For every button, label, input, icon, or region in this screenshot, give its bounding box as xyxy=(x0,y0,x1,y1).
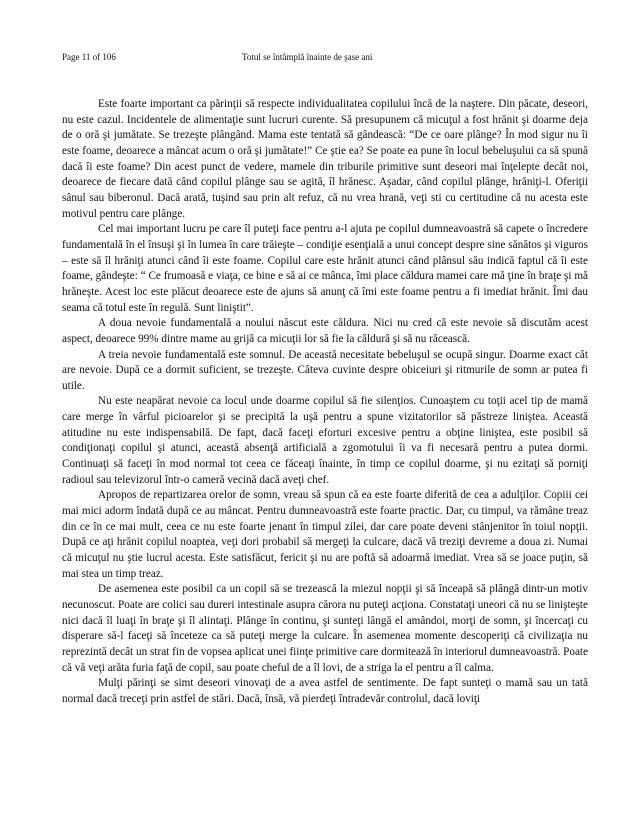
paragraph: Cel mai important lucru pe care îl puteţi face pentru a-l ajuta pe copilul dumneavoastră să capete o încredere fundamentală în el însuşi şi în lumea în care trăieşte – condiţie esenţială a unui concept despre sine sănătos şi viguros – este să îl hrăniţi atunci când îi este foame. Copilul care este hrănit atunci când plânsul său indică faptul că îi este foame, gândeşte: “ Ce frumoasă e viaţa, ce bine e să ai ce mânca, îmi place căldura mamei care mă ţine în braţe şi mă hrăneşte. Acest loc este plăcut deoarece este de ajuns să anunţ că îmi este foame pentru a fi imediat hrănit. Îmi dau seama că totul este în regulă. Sunt liniştit”. xyxy=(62,223,588,314)
body-text xyxy=(62,97,588,708)
paragraph: Apropos de repartizarea orelor de somn, vreau să spun că ea este foarte diferită de cea a adulţilor. Copiii cei mai mici adorm îndată după ce au mâncat. Pentru dumneavoastră este foarte practic. Dar, cu timpul, va rămâne treaz din ce în ce mai mult, ceea ce nu este foarte jenant în timpul zilei, dar care poate deveni stânjenitor în toiul nopţii. După ce aţi hrănit copilul noaptea, veţi dori probabil să mergeţi la culcare, dacă vă treziţi devreme a doua zi. Numai că micuţul nu ştie lucrul acesta. Este satisfăcut, fericit şi nu are poftă să adoarmă imediat. Vrea să se joace puţin, să mai stea un timp treaz. xyxy=(62,489,588,580)
paragraph: Nu este neapărat nevoie ca locul unde doarme copilul să fie silenţios. Cunoaştem cu toţii acel tip de mamă care merge în vârful picioarelor şi se precipită la uşă pentru a spune vizitatorilor să păstreze liniştea. Această atitudine nu este indispensabilă. De fapt, dacă faceţi eforturi excesive pentru a obţine liniştea, este posibil să condiţionaţi copilul şi atunci, această absenţă artificială a zgomotului îi va fi necesară pentru a putea dormi. Continuaţi să faceţi în mod normal tot ceea ce făceaţi înainte, în timp ce copilul doarme, şi nu ezitaţi să porniţi radioul sau televizorul într-o cameră vecină dacă aveţi chef. xyxy=(62,395,588,486)
page-number: Page 11 of 106 xyxy=(62,52,116,62)
page-header xyxy=(62,50,576,64)
paragraph: Este foarte important ca părinţii să respecte individualitatea copilului încă de la naştere. Din păcate, deseori, nu este cazul. Incidentele de alimentaţie sunt lucruri curente. Să presupunem că micuţul a fost hrănit şi doarme deja de o oră şi jumătate. Se trezeşte plângând. Mama este tentată să gândească: “De ce oare plânge? În mod sigur nu îi este foame, deoarece a mâncat acum o oră şi jumătate!” Ce ştie ea? Se poate ea pune în locul bebeluşului ca să spună dacă îi este foame? Din acest punct de vedere, mamele din triburile primitive sunt deseori mai înţelepte decât noi, deoarece de fiecare dată când copilul plânge sau se agită, îl hrănesc. Aşadar, când copilul plânge, hrăniţi-l. Oferiţii sânul sau biberonul. Dacă arată, tuşind sau prin alt refuz, că nu vrea hrană, veţi sti cu certitudine că nu acesta este motivul pentru care plânge. xyxy=(62,98,588,220)
paragraph: A treia nevoie fundamentală este somnul. De această necesitate bebeluşul se ocupă singur. Doarme exact cât are nevoie. După ce a dormit suficient, se trezeşte. Câteva cuvinte despre obiceiuri şi ritmurile de somn ar putea fi utile. xyxy=(62,348,588,392)
paragraph: A doua nevoie fundamentală a noului născut este căldura. Nici nu cred că este nevoie să discutăm acest aspect, deoarece 99% dintre mame au grijă ca micuţii lor să fie la căldură şi să nu răcească. xyxy=(62,317,588,345)
paragraph: Mulţi părinţi se simt deseori vinovaţi de a avea astfel de sentimente. De fapt sunteţi o mamă sau un tată normal dacă treceţi prin astfel de stări. Dacă, însă, vă pierdeţi întradevăr controlul, dacă loviţi xyxy=(62,677,588,705)
paragraph: De asemenea este posibil ca un copil să se trezească la miezul nopţii şi să înceapă să plângă dintr-un motiv necunoscut. Poate are colici sau dureri intestinale asupra cărora nu puteţi acţiona. Constataţi uneori că nu se linişteşte nici dacă îl luaţi în braţe şi îl alintaţi. Plânge în continu, şi sunteţi lângă el amândoi, morţi de somn, şi încercaţi cu disperare să-l faceţi să înceteze ca să puteţi merge la culcare. În asemenea momente descoperiţi că civilizaţia nu reprezintă decât un strat fin de vopsea aplicat unei fiinţe primitive care dormitează în interiorul dumneavoastră. Poate că vă veţi arăta furia faţă de copil, sau poate cheful de a îl lovi, de a striga la el pentru a îl calma. xyxy=(62,583,588,674)
running-title: Totul se întâmplă înainte de şase ani xyxy=(242,52,373,62)
